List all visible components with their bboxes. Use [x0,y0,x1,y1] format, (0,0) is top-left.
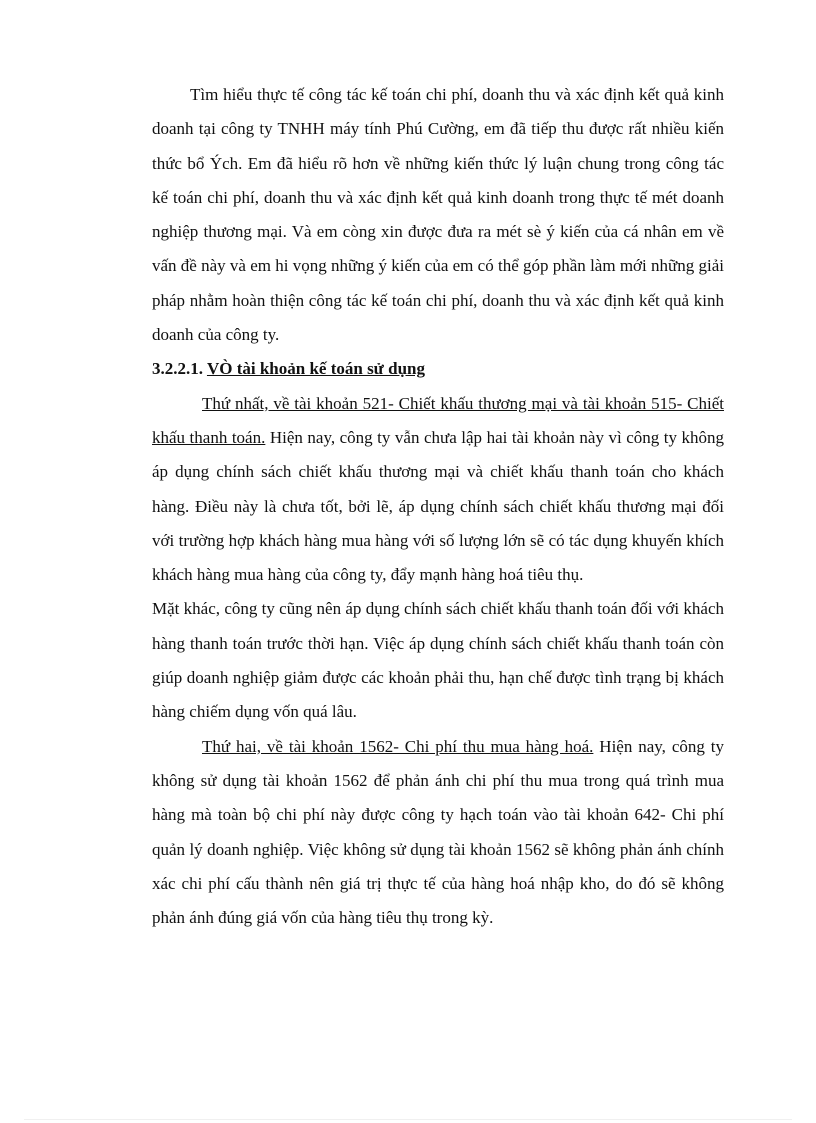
second-point-body: Hiện nay, công ty không sử dụng tài khoản 1562 để phản ánh chi phí thu mua trong quá trình mua hàng mà toàn bộ chi phí này được công ty hạch toán vào tài khoản 642- Chi phí quản lý doanh nghiệp. Việc không sử dụng tài khoản 1562 sẽ không phản ánh chính xác chi phí cấu thành nên giá trị thực tế của hàng hoá nhập kho, do đó sẽ không phản ánh đúng giá vốn của hàng tiêu thụ trong kỳ. [152,736,724,928]
first-point-body: Hiện nay, công ty vẫn chưa lập hai tài khoản này vì công ty không áp dụng chính sách chiết khấu thương mại và chiết khấu thanh toán cho khách hàng. Điều này là chưa tốt, bởi lẽ, áp dụng chính sách chiết khấu thương mại đối với trường hợp khách hàng mua hàng với số lượng lớn sẽ có tác dụng khuyến khích khách hàng mua hàng của công ty, đẩy mạnh hàng hoá tiêu thụ. [152,427,724,585]
second-point-heading: Thứ hai, về tài khoản 1562- Chi phí thu mua hàng hoá. [202,736,594,756]
section-title: VÒ tài khoản kế toán sử dụng [206,359,425,379]
first-point-heading: Thứ nhất, về tài khoản 521- Chiết khấu thương mại và tài khoản 515- Chiết khấu thanh toán. [152,393,724,447]
page-bottom-divider [24,1119,792,1120]
intro-paragraph: Tìm hiểu thực tế công tác kế toán chi phí, doanh thu và xác định kết quả kinh doanh tại công ty TNHH máy tính Phú Cường, em đã tiếp thu được rất nhiều kiến thức bổ Ých. Em đã hiểu rõ hơn về những kiến thức lý luận chung trong công tác kế toán chi phí, doanh thu và xác định kết quả kinh doanh trong thực tế mét doanh nghiệp thương mại. Và em còng xin được đưa ra mét sè ý kiến của cá nhân em về vấn đề này và em hi vọng những ý kiến của em có thể góp phần làm mới những giải pháp nhằm hoàn thiện công tác kế toán chi phí, doanh thu và xác định kết quả kinh doanh của công ty. [152,85,724,345]
section-number: 3.2.2.1. [152,359,203,379]
second-point-paragraph [152,730,724,936]
first-point-paragraph [152,387,724,593]
other-hand-paragraph: Mặt khác, công ty cũng nên áp dụng chính sách chiết khấu thanh toán đối với khách hàng thanh toán trước thời hạn. Việc áp dụng chính sách chiết khấu thanh toán còn giúp doanh nghiệp giảm được các khoản phải thu, hạn chế được tình trạng bị khách hàng chiếm dụng vốn quá lâu. [152,599,724,722]
section-heading [152,352,724,386]
document-page [152,78,724,935]
